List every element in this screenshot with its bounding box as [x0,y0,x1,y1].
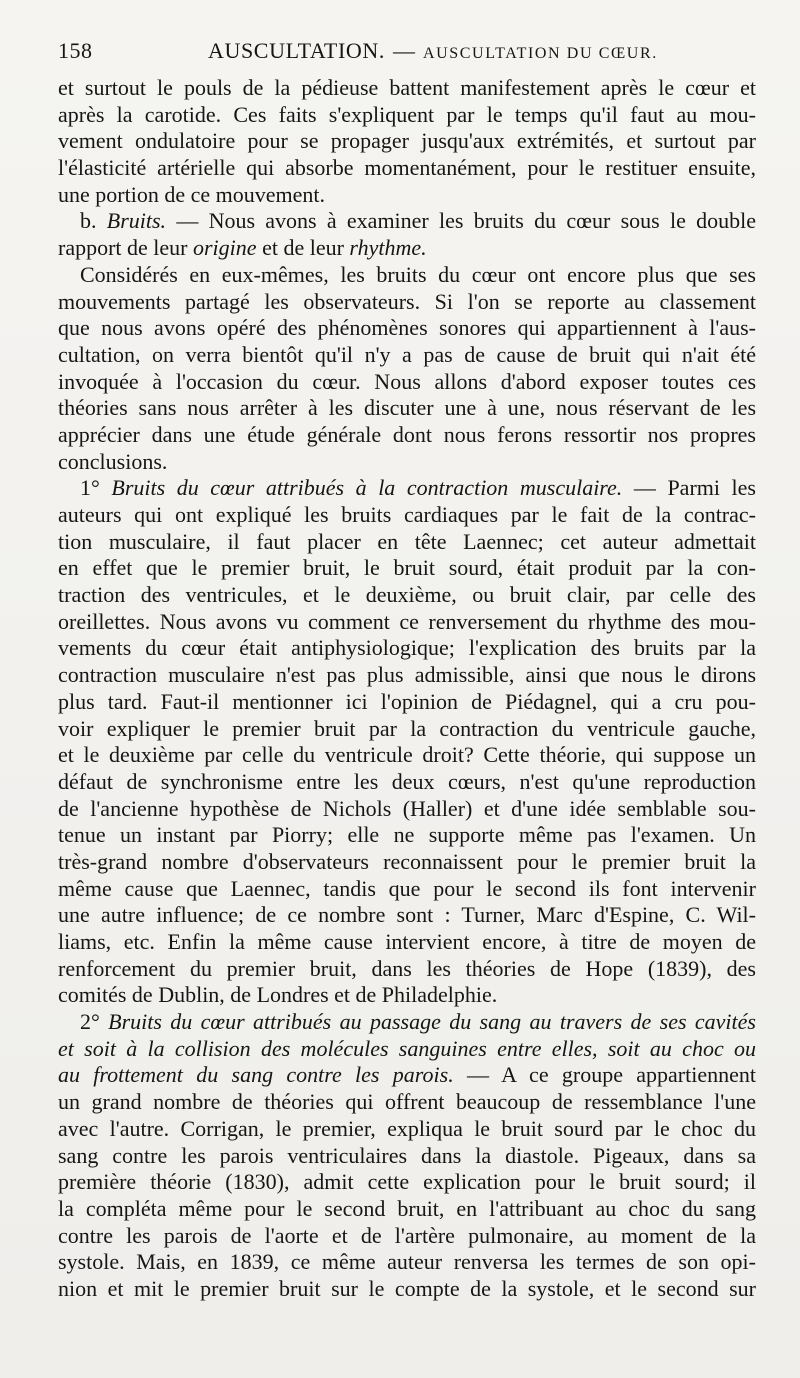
text-line [58,475,756,502]
text-line [58,395,756,422]
italic-text-segment: origine [193,235,257,261]
text-segment: théories sans nous arrêter à les discuter une à une, nous réservant de les [58,395,756,421]
italic-text-segment: et soit à la collision des molécules sanguines entre elles, soit au choc ou [58,1035,756,1061]
text-segment: et surtout le pouls de la pédieuse battent manifestement après le cœur et [58,75,756,100]
text-line [58,315,756,342]
text-segment: auteurs qui ont expliqué les bruits cardiaques par le fait de la contrac- [58,502,756,527]
text-segment: tion musculaire, il faut placer en tête Laennec; cet auteur admettait [58,528,756,554]
text-segment: cultation, on verra bientôt qu'il n'y a pas de cause de bruit qui n'ait été [58,341,756,367]
text-line [58,1249,756,1276]
text-line [58,75,756,102]
running-head [208,38,658,64]
text-line [58,876,756,903]
text-line [58,1223,756,1250]
text-line [58,822,756,849]
text-line [58,1089,756,1116]
text-line [58,796,756,823]
page-header [58,28,758,68]
text-segment: très-grand nombre d'observateurs reconnaissent pour le premier bruit la [58,848,756,874]
text-segment: invoquée à l'occasion du cœur. Nous allons d'abord exposer toutes ces [58,368,756,394]
text-segment: avec l'autre. Corrigan, le premier, expliqua le bruit sourd par le choc du [58,1115,756,1141]
text-line [58,1143,756,1170]
text-line [58,635,756,662]
text-segment: mouvements partagé les observateurs. Si l'on se reporte au classement [58,288,756,314]
text-segment: — A ce groupe appartiennent [453,1062,756,1088]
text-line [58,1009,756,1036]
text-segment: défaut de synchronisme entre les deux cœurs, n'est qu'une reproduction [58,768,756,794]
text-segment: traction des ventricules, et le deuxième, ou bruit clair, par celle des [58,582,756,608]
text-line [58,769,756,796]
body-text [58,75,756,1303]
running-head-separator: — [392,38,415,63]
text-line [58,128,756,155]
text-segment: conclusions. [58,448,168,474]
text-line [58,1196,756,1223]
text-segment: la compléta même pour le second bruit, en l'attribuant au choc du sang [58,1195,756,1221]
text-segment: que nous avons opéré des phénomènes sonores qui appartiennent à l'aus- [58,315,756,341]
italic-text-segment: Bruits. [106,208,167,234]
text-line [58,582,756,609]
text-segment: l'élasticité artérielle qui absorbe momentanément, pour le restituer ensuite, [58,155,756,181]
text-segment: une portion de ce mouvement. [58,181,325,207]
text-line [58,929,756,956]
italic-text-segment: rhythme. [349,235,427,261]
text-line [58,422,756,449]
italic-text-segment: Bruits du cœur attribués à la contraction musculaire. [111,475,623,501]
italic-text-segment: au frottement du sang contre les parois. [58,1062,454,1088]
text-line [58,369,756,396]
text-segment: sang contre les parois ventriculaires dans la diastole. Pigeaux, dans sa [58,1142,756,1168]
text-segment: apprécier dans une étude générale dont nous ferons ressortir nos propres [58,421,756,447]
text-segment: première théorie (1830), admit cette explication pour le bruit sourd; il [58,1169,756,1195]
text-segment: voir expliquer le premier bruit par la contraction du ventricule gauche, [58,715,756,741]
text-segment: liams, etc. Enfin la même cause intervient encore, à titre de moyen de [58,929,756,954]
text-segment: oreillettes. Nous avons vu comment ce renversement du rhythme des mou- [58,608,756,634]
italic-text-segment: Bruits du cœur attribués au passage du sang au travers de ses cavités [108,1009,756,1035]
text-segment: 2° [80,1009,109,1035]
text-segment: vements du cœur était antiphysiologique; l'explication des bruits par la [58,635,756,661]
text-segment: plus tard. Faut-il mentionner ici l'opinion de Piédagnel, qui a cru pou- [58,688,756,714]
text-segment: vement ondulatoire pour se propager jusqu'aux extrémités, et surtout par [58,128,756,154]
text-line [58,849,756,876]
text-segment: de l'ancienne hypothèse de Nichols (Haller) et d'une idée semblable sou- [58,795,756,821]
text-line [58,902,756,929]
text-line [58,1169,756,1196]
text-line [58,529,756,556]
text-segment: systole. Mais, en 1839, ce même auteur renversa les termes de son opi- [58,1249,756,1275]
text-segment: contre les parois de l'aorte et de l'artère pulmonaire, au moment de la [58,1222,756,1248]
text-line [58,662,756,689]
text-line [58,502,756,529]
text-segment: et de leur [256,235,350,261]
text-line [58,1116,756,1143]
text-line [58,208,756,235]
text-segment: 1° [80,475,112,501]
text-segment: en effet que le premier bruit, le bruit sourd, était produit par la con- [58,555,756,581]
text-line [58,235,756,262]
text-segment: un grand nombre de théories qui offrent beaucoup de ressemblance l'une [58,1089,756,1115]
text-line [58,1276,756,1303]
text-line [58,155,756,182]
text-line [58,716,756,743]
text-segment: après la carotide. Ces faits s'expliquent par le temps qu'il faut au mou- [58,101,756,127]
text-line [58,102,756,129]
text-segment: même cause que Laennec, tandis que pour le second ils font intervenir [58,875,756,901]
text-segment: b. [80,208,107,234]
text-line [58,182,756,209]
text-segment: contraction musculaire n'est pas plus admissible, ainsi que nous le dirons [58,662,756,688]
text-segment: tenue un instant par Piorry; elle ne supporte même pas l'examen. Un [58,822,756,848]
page-number: 158 [58,38,93,63]
text-segment: renforcement du premier bruit, dans les théories de Hope (1839), des [58,955,756,981]
text-line [58,982,756,1009]
running-subtitle: AUSCULTATION DU CŒUR. [422,45,658,62]
running-title: AUSCULTATION. [208,38,385,63]
text-segment: — Nous avons à examiner les bruits du cœur sous le double [166,208,756,234]
text-line [58,342,756,369]
text-line [58,262,756,289]
text-line [58,956,756,983]
text-segment: une autre influence; de ce nombre sont : Turner, Marc d'Espine, C. Wil- [58,902,756,928]
text-segment: — Parmi les [622,475,756,501]
text-line [58,689,756,716]
text-segment: rapport de leur [58,235,193,261]
text-line [58,289,756,316]
text-line [58,1036,756,1063]
text-line [58,555,756,582]
text-segment: Considérés en eux-mêmes, les bruits du cœur ont encore plus que ses [80,261,756,287]
text-line [58,609,756,636]
text-segment: nion et mit le premier bruit sur le compte de la systole, et le second sur [58,1275,756,1301]
text-line [58,742,756,769]
text-segment: comités de Dublin, de Londres et de Philadelphie. [58,982,498,1008]
text-line [58,1062,756,1089]
text-line [58,449,756,476]
text-segment: et le deuxième par celle du ventricule droit? Cette théorie, qui suppose un [58,742,756,768]
